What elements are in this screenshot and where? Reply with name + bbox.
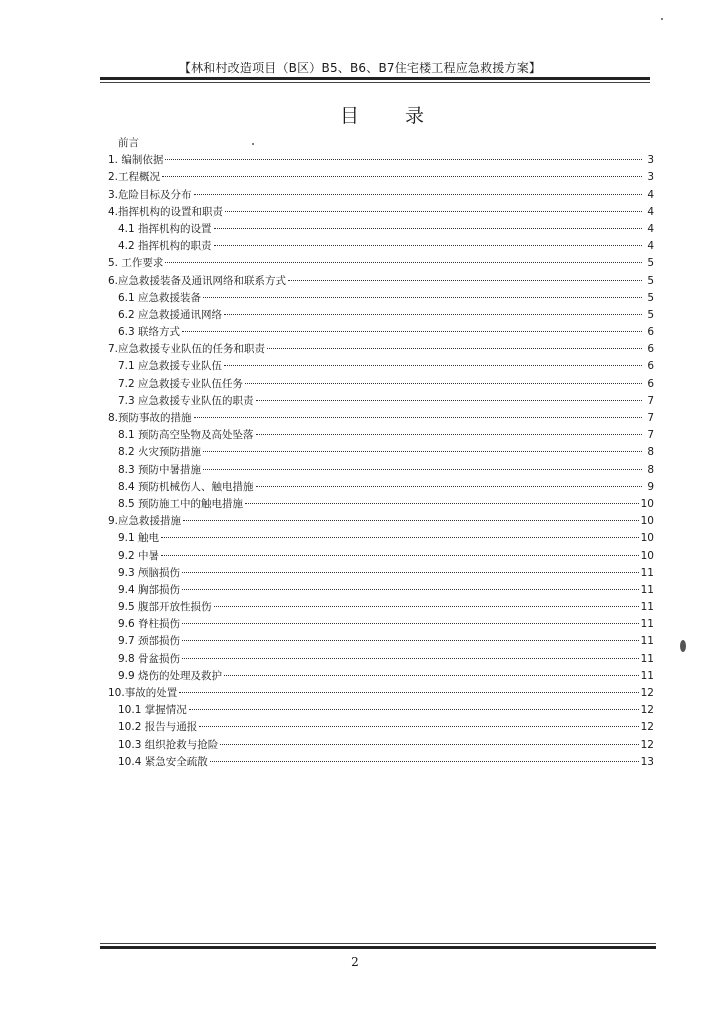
- toc-entry: [108, 376, 654, 393]
- toc-entry-page: 6: [647, 326, 654, 339]
- toc-entry-label: 10.3 组织抢救与抢险: [118, 738, 219, 751]
- toc-entry: [108, 685, 654, 702]
- toc-entry-label: 5. 工作要求: [108, 257, 164, 270]
- toc-leader-dots: [214, 245, 642, 246]
- toc-entry: [108, 496, 654, 513]
- toc-entry-label: 4.1 指挥机构的设置: [118, 222, 212, 235]
- toc-entry-label: 9.8 骨盆损伤: [118, 652, 181, 665]
- toc-entry: [108, 548, 654, 565]
- toc-entry-page: 9: [647, 480, 654, 493]
- toc-entry-page: 10: [640, 532, 654, 545]
- toc-entry-label: 9.4 胸部损伤: [118, 583, 181, 596]
- toc-leader-dots: [224, 675, 639, 676]
- toc-entry: [108, 702, 654, 719]
- toc-entry: [108, 599, 654, 616]
- toc-entry-page: 5: [647, 291, 654, 304]
- toc-entry-label: 10.事故的处置: [108, 687, 178, 699]
- toc-entry-label: 6.2 应急救援通讯网络: [118, 308, 223, 321]
- toc-leader-dots: [203, 297, 642, 298]
- toc-entry-page: 3: [647, 154, 654, 167]
- toc-leader-dots: [182, 589, 639, 590]
- toc-entry: [108, 582, 654, 599]
- toc-entry-page: 8: [647, 463, 654, 476]
- toc-entry: [108, 565, 654, 582]
- toc-entry-page: 10: [640, 497, 654, 510]
- toc-entry: [108, 324, 654, 341]
- toc-entry-label: 8.预防事故的措施: [108, 412, 192, 424]
- header-rule: [100, 77, 650, 80]
- toc-entry-page: 7: [647, 394, 654, 407]
- toc-entry-label: 9.6 脊柱损伤: [118, 618, 181, 631]
- toc-entry: [108, 341, 654, 358]
- footer-rule-thin: [100, 943, 656, 944]
- toc-entry-label: 10.1 掌握情况: [118, 704, 187, 717]
- toc-entry: [108, 135, 654, 152]
- toc-entry-page: 12: [640, 738, 654, 751]
- toc-entry-label: 9.7 颈部损伤: [118, 635, 181, 648]
- toc-entry: [108, 169, 654, 186]
- footer-rule: [100, 946, 656, 949]
- toc-entry-page: 4: [647, 188, 654, 201]
- toc-entry-page: 7: [647, 429, 654, 442]
- toc-leader-dots: [256, 400, 642, 401]
- toc-entry-page: 5: [647, 274, 654, 287]
- toc-entry-page: 4: [647, 222, 654, 235]
- toc-entry-page: 13: [640, 755, 654, 768]
- toc-entry-label: 2.工程概况: [108, 171, 161, 184]
- toc-entry-label: 8.3 预防中暑措施: [118, 463, 202, 476]
- toc-entry-label: 4.指挥机构的设置和职责: [108, 205, 224, 218]
- toc-entry-page: 6: [647, 360, 654, 373]
- toc-entry: [108, 754, 654, 771]
- toc-leader-dots: [267, 348, 642, 349]
- toc-entry-label: 7.1 应急救援专业队伍: [118, 360, 223, 373]
- toc-entry: [108, 273, 654, 290]
- toc-leader-dots: [256, 486, 642, 487]
- toc-entry: [108, 719, 654, 736]
- toc-leader-dots: [203, 469, 642, 470]
- toc-entry-page: 4: [647, 240, 654, 253]
- toc-entry-label: 3.危险目标及分布: [108, 188, 192, 201]
- toc-entry-page: 5: [647, 257, 654, 270]
- toc-leader-dots: [210, 761, 639, 762]
- toc-entry-page: 8: [647, 446, 654, 459]
- toc-entry-page: 11: [640, 618, 654, 631]
- toc-leader-dots: [182, 658, 639, 659]
- toc-entry: [108, 238, 654, 255]
- toc-entry-label: 9.应急救援措施: [108, 515, 182, 528]
- toc-entry-label: 9.3 颅脑损伤: [118, 566, 181, 579]
- toc-entry-page: 11: [640, 566, 654, 579]
- toc-leader-dots: [161, 537, 639, 538]
- toc-entry-page: 6: [647, 343, 654, 356]
- toc-entry-page: 12: [640, 721, 654, 734]
- toc-entry: [108, 530, 654, 547]
- toc-entry: [108, 187, 654, 204]
- toc-entry: [108, 616, 654, 633]
- toc-entry-label: 1. 编制依据: [108, 154, 164, 167]
- toc-leader-dots: [245, 503, 639, 504]
- toc-entry-label: 9.2 中暑: [118, 549, 160, 562]
- toc-entry-label: 前言: [118, 137, 139, 149]
- toc-leader-dots: [182, 572, 639, 573]
- toc-leader-dots: [203, 451, 642, 452]
- toc-entry-page: 7: [647, 412, 654, 424]
- toc-entry-label: 8.4 预防机械伤人、触电措施: [118, 480, 254, 493]
- toc-leader-dots: [224, 365, 642, 366]
- toc-entry-label: 9.9 烧伤的处理及救护: [118, 669, 223, 682]
- toc-entry: [108, 255, 654, 272]
- toc-entry-page: 10: [640, 515, 654, 528]
- toc-entry: [108, 651, 654, 668]
- toc-entry-label: 6.应急救援装备及通讯网络和联系方式: [108, 274, 287, 287]
- toc-entry-page: 11: [640, 601, 654, 614]
- toc-entry: [108, 633, 654, 650]
- toc-leader-dots: [199, 726, 638, 727]
- toc-leader-dots: [182, 640, 639, 641]
- toc-entry: [108, 221, 654, 238]
- toc-entry: [108, 513, 654, 530]
- toc-entry-page: 4: [647, 205, 654, 218]
- toc-entry-label: 9.5 腹部开放性损伤: [118, 601, 212, 614]
- toc-entry-page: 6: [647, 377, 654, 390]
- toc-entry-page: 10: [640, 549, 654, 562]
- toc-entry-label: 8.1 预防高空坠物及高处坠落: [118, 429, 254, 442]
- toc-entry-page: 12: [640, 687, 654, 699]
- toc-leader-dots: [214, 606, 639, 607]
- toc-entry-label: 9.1 触电: [118, 532, 160, 545]
- toc-leader-dots: [194, 417, 642, 418]
- toc-entry: [108, 358, 654, 375]
- toc-entry: [108, 410, 654, 427]
- toc-entry: [108, 668, 654, 685]
- page-number: 2: [351, 955, 359, 969]
- scan-speck: [680, 640, 686, 652]
- toc-leader-dots: [161, 555, 639, 556]
- toc-entry-page: 11: [640, 583, 654, 596]
- toc-entry: [108, 307, 654, 324]
- toc-entry-label: 8.5 预防施工中的触电措施: [118, 497, 244, 510]
- toc-entry: [108, 290, 654, 307]
- toc-entry-label: 8.2 火灾预防措施: [118, 446, 202, 459]
- toc-leader-dots: [182, 623, 639, 624]
- toc-entry-page: 11: [640, 635, 654, 648]
- header-rule-thin: [100, 82, 650, 83]
- toc-entry-label: 7.3 应急救援专业队伍的职责: [118, 394, 254, 407]
- toc-leader-dots: [256, 434, 642, 435]
- toc-entry-page: 5: [647, 308, 654, 321]
- toc-leader-dots: [194, 194, 642, 195]
- toc-entry-label: 7.2 应急救援专业队伍任务: [118, 377, 244, 390]
- toc-title: 目录: [340, 105, 471, 127]
- toc-entry: [108, 737, 654, 754]
- toc-entry-label: 7.应急救援专业队伍的任务和职责: [108, 343, 266, 356]
- toc-entry-label: 10.2 报告与通报: [118, 721, 198, 734]
- toc-entry-page: 12: [640, 704, 654, 717]
- toc-leader-dots: [165, 159, 642, 160]
- toc-entry: [108, 204, 654, 221]
- toc-entry-page: 11: [640, 652, 654, 665]
- toc-entry-label: 4.2 指挥机构的职责: [118, 240, 212, 253]
- toc-entry: [108, 152, 654, 169]
- toc-leader-dots: [225, 211, 642, 212]
- toc-leader-dots: [162, 176, 642, 177]
- toc-entry: [108, 479, 654, 496]
- toc-leader-dots: [288, 280, 642, 281]
- toc-leader-dots: [165, 262, 642, 263]
- toc-leader-dots: [245, 383, 642, 384]
- toc-entry: [108, 462, 654, 479]
- toc-leader-dots: [182, 331, 642, 332]
- toc-leader-dots: [220, 744, 638, 745]
- document-header-title: 【林和村改造项目（B区）B5、B6、B7住宅楼工程应急救援方案】: [178, 61, 542, 75]
- toc-entry: [108, 444, 654, 461]
- scan-speck: [252, 143, 254, 145]
- toc-leader-dots: [189, 709, 639, 710]
- toc-entry-label: 6.3 联络方式: [118, 326, 181, 339]
- toc-entry-page: 11: [640, 669, 654, 682]
- toc-leader-dots: [224, 314, 642, 315]
- toc-entry: [108, 427, 654, 444]
- toc-leader-dots: [214, 228, 642, 229]
- toc-leader-dots: [179, 692, 638, 693]
- scan-speck: [661, 18, 663, 20]
- toc-entry: [108, 393, 654, 410]
- toc-leader-dots: [183, 520, 639, 521]
- toc-entry-label: 6.1 应急救援装备: [118, 291, 202, 304]
- toc-entry-label: 10.4 紧急安全疏散: [118, 755, 208, 768]
- table-of-contents: [108, 135, 654, 771]
- toc-entry-page: 3: [647, 171, 654, 184]
